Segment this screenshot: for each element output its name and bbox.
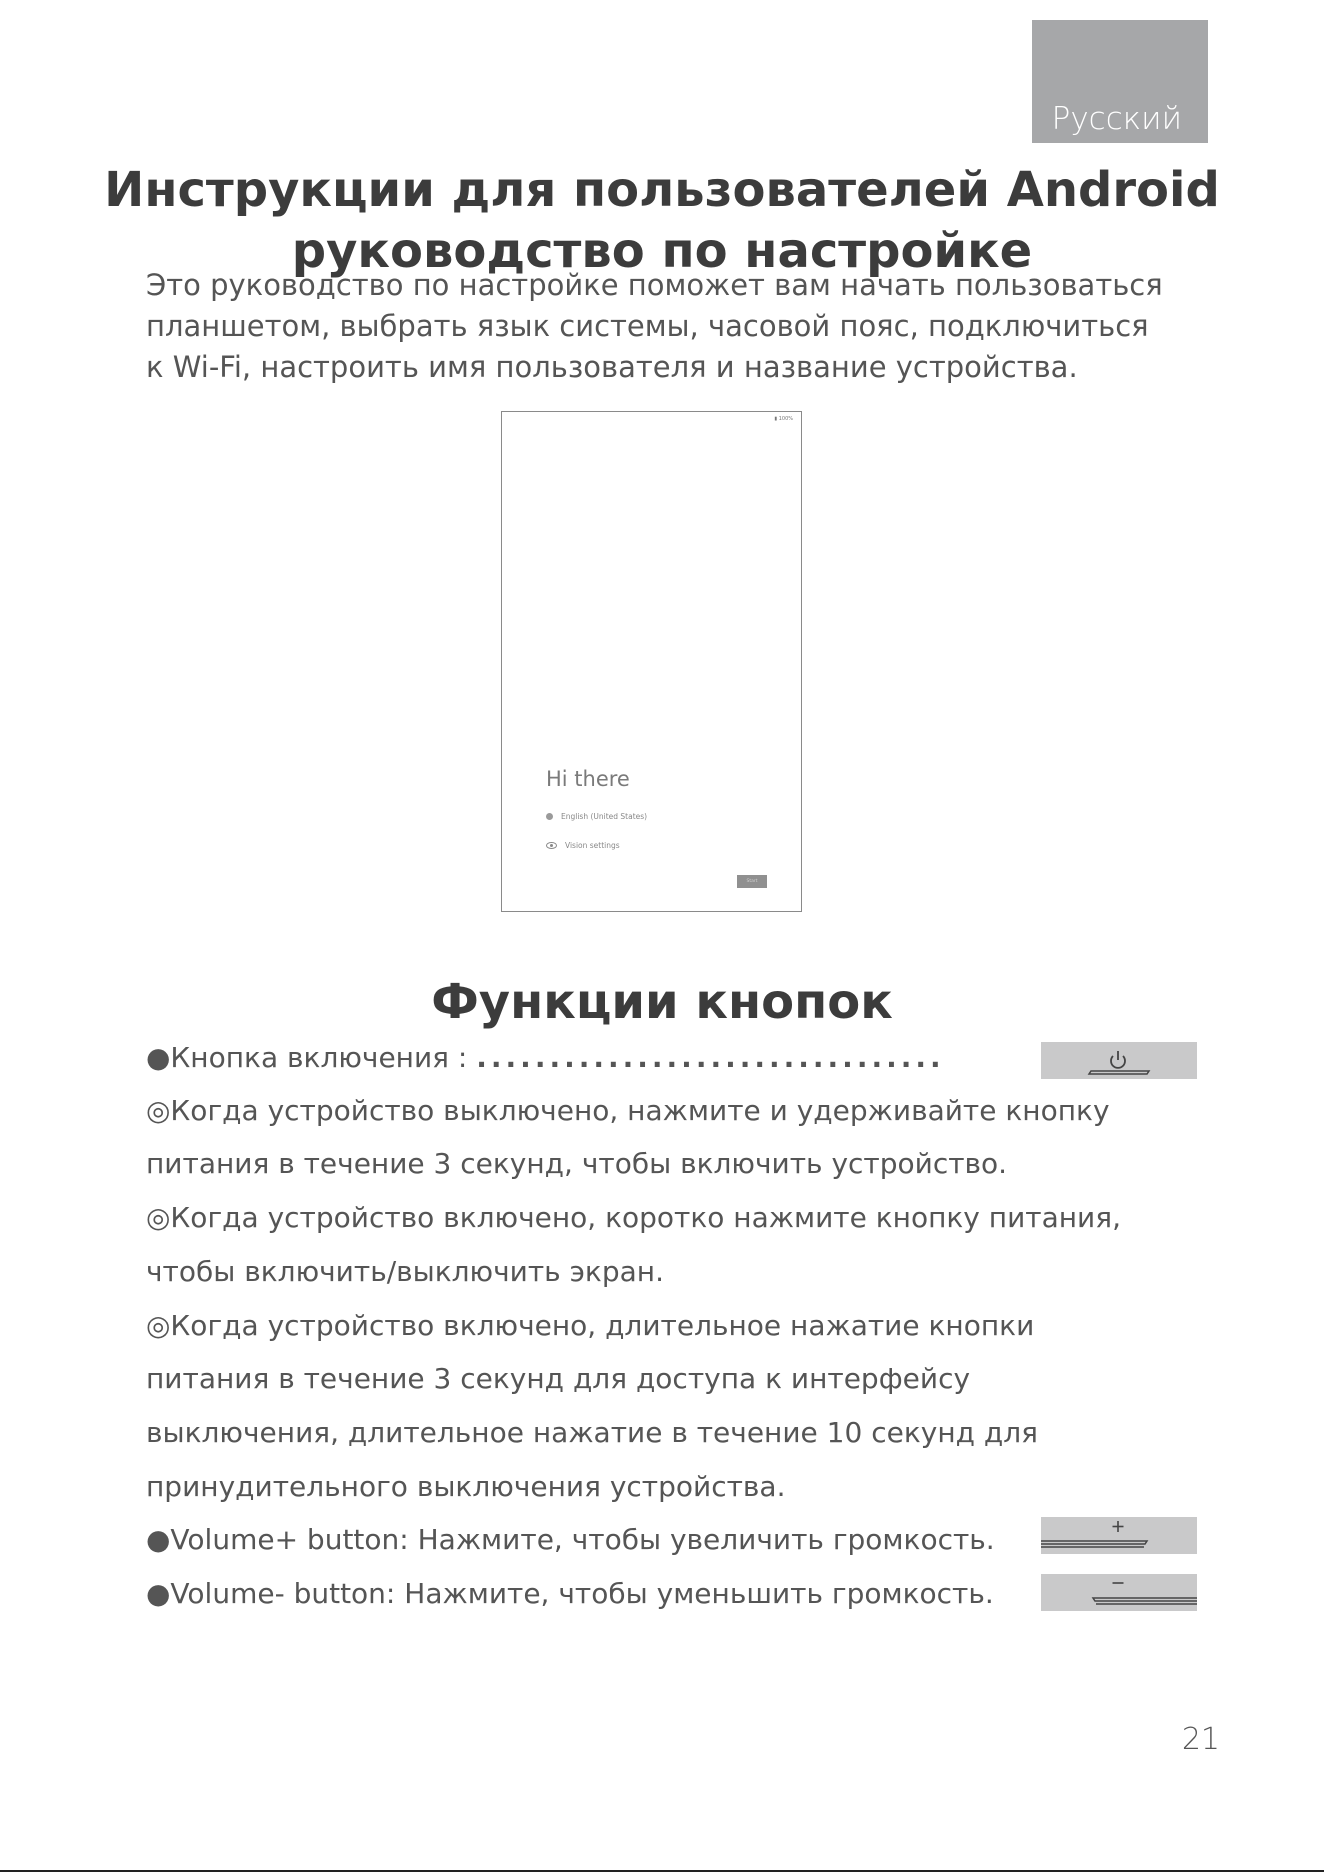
power-desc-line-1: ◎Когда устройство выключено, нажмите и удерживайте кнопку [146, 1094, 1110, 1127]
battery-indicator: ▮ 100% [774, 416, 793, 422]
intro-line-2: планшетом, выбрать язык системы, часовой пояс, подключиться [146, 309, 1149, 343]
power-desc-line-3: ◎Когда устройство включено, коротко нажмите кнопку питания, [146, 1201, 1121, 1234]
volume-up-description: ●Volume+ button: Нажмите, чтобы увеличить громкость. [146, 1523, 995, 1556]
intro-line-1: Это руководство по настройке поможет вам начать пользоваться [146, 268, 1163, 302]
power-button-heading [146, 1038, 945, 1078]
tablet-language-label: English (United States) [561, 812, 648, 821]
buttons-section-title: Функции кнопок [431, 974, 893, 1030]
eye-icon [546, 842, 557, 849]
globe-icon [546, 813, 553, 820]
page-title-line-2: руководство по настройке [291, 223, 1033, 279]
tablet-greeting: Hi there [546, 767, 630, 791]
page-number: 21 [1181, 1722, 1220, 1757]
volume-down-illustration [1041, 1574, 1197, 1611]
plus-icon [1041, 1517, 1197, 1554]
minus-icon [1041, 1574, 1197, 1611]
page-title [100, 160, 1224, 282]
power-button-label: ●Кнопка включения : [146, 1041, 468, 1074]
power-desc-line-7: выключения, длительное нажатие в течение 10 секунд для [146, 1416, 1038, 1449]
volume-up-illustration [1041, 1517, 1197, 1554]
dot-leader: ................................ [476, 1041, 945, 1074]
language-tab-label: Русский [1051, 101, 1182, 137]
tablet-start-button: Start [737, 875, 767, 888]
power-icon [1041, 1042, 1197, 1079]
power-desc-line-2: питания в течение 3 секунд, чтобы включить устройство. [146, 1147, 1008, 1180]
language-tab [1032, 20, 1208, 143]
tablet-vision-option [546, 841, 620, 850]
power-desc-line-5: ◎Когда устройство включено, длительное нажатие кнопки [146, 1309, 1035, 1342]
power-desc-line-4: чтобы включить/выключить экран. [146, 1255, 664, 1288]
power-desc-line-6: питания в течение 3 секунд для доступа к интерфейсу [146, 1362, 971, 1395]
tablet-vision-label: Vision settings [565, 841, 620, 850]
intro-paragraph [146, 265, 1236, 388]
power-button-illustration [1041, 1042, 1197, 1079]
tablet-language-option [546, 812, 647, 821]
volume-down-description: ●Volume- button: Нажмите, чтобы уменьшить громкость. [146, 1577, 994, 1610]
page-title-line-1: Инструкции для пользователей Android [104, 162, 1220, 218]
tablet-setup-illustration [501, 411, 802, 912]
intro-line-3: к Wi-Fi, настроить имя пользователя и название устройства. [146, 350, 1078, 384]
power-desc-line-8: принудительного выключения устройства. [146, 1470, 786, 1503]
